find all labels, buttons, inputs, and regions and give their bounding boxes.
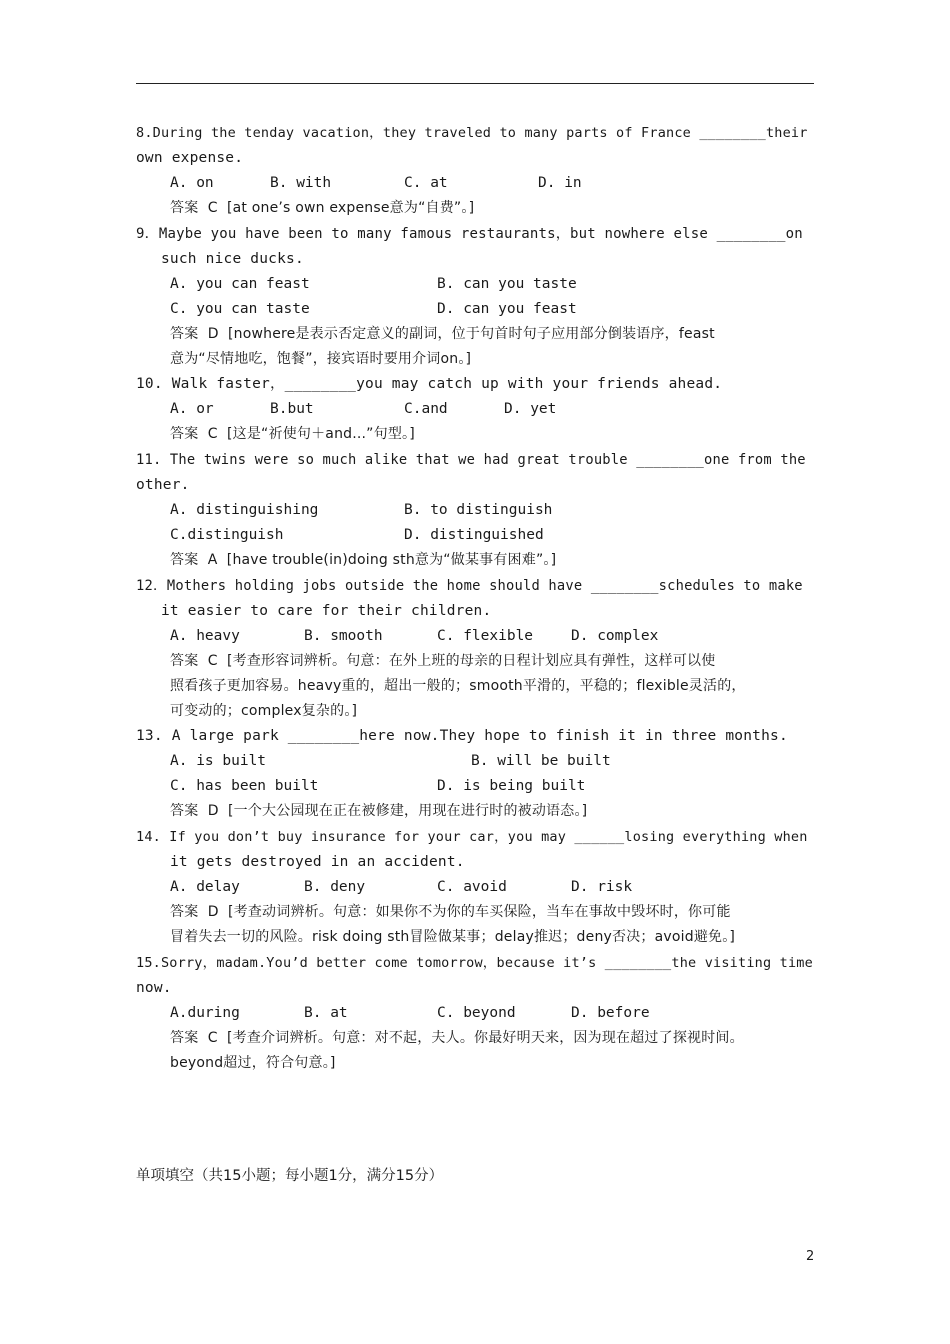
q14-answer-line1: 答案 D [考查动词辨析。句意：如果你不为你的车买保险，当车在事故中毁坏时，你可能	[170, 904, 731, 920]
q9-answer-line1: 答案 D [nowhere是表示否定意义的副词，位于句首时句子应用部分倒装语序，feast	[170, 326, 715, 342]
q10-option-b: B.but	[270, 401, 314, 417]
q9-option-b: B. can you taste	[437, 276, 577, 292]
q8-stem-line1: 8.During the tenday vacation，they traveled to many parts of France ________their	[136, 125, 808, 141]
q9-option-d: D. can you feast	[437, 301, 577, 317]
q15-answer-line2: beyond超过，符合句意。]	[170, 1055, 336, 1071]
q9-stem-line2: such nice ducks.	[161, 251, 304, 267]
q15-stem-line1: 15.Sorry，madam.You’d better come tomorrow，because it’s ________the visiting time	[136, 955, 813, 971]
q12-option-b: B. smooth	[304, 628, 383, 644]
page-number: 2	[806, 1249, 815, 1264]
q14-stem-line1: 14. If you don’t buy insurance for your car，you may ______losing everything when	[136, 829, 808, 845]
q12-stem-line2: it easier to care for their children.	[161, 603, 492, 619]
q8-answer: 答案 C [at one’s own expense意为“自费”。]	[170, 200, 475, 216]
q11-option-b: B. to distinguish	[404, 502, 553, 518]
q13-option-d: D. is being built	[437, 778, 586, 794]
q9-answer-line2: 意为“尽情地吃，饱餐”，接宾语时要用介词on。]	[170, 351, 472, 367]
q15-answer-line1: 答案 C [考查介词辨析。句意：对不起，夫人。你最好明天来，因为现在超过了探视时间。	[170, 1030, 744, 1046]
q14-answer-line2: 冒着失去一切的风险。risk doing sth冒险做某事；delay推迟；deny否决；avoid避免。]	[170, 929, 736, 945]
q13-option-b: B. will be built	[471, 753, 611, 769]
q8-option-a: A. on	[170, 175, 214, 191]
q10-stem-line1: 10. Walk faster，________you may catch up with your friends ahead.	[136, 376, 723, 392]
q15-option-d: D. before	[571, 1005, 650, 1021]
q12-answer-line2: 照看孩子更加容易。heavy重的，超出一般的；smooth平滑的，平稳的；flexible灵活的，	[170, 678, 746, 694]
q12-answer-line1: 答案 C [考查形容词辨析。句意：在外上班的母亲的日程计划应具有弹性，这样可以使	[170, 653, 716, 669]
q11-stem-line2: other.	[136, 477, 190, 493]
q15-option-a: A.during	[170, 1005, 240, 1021]
q8-option-c: C. at	[404, 175, 448, 191]
q11-answer: 答案 A [have trouble(in)doing sth意为“做某事有困难”。]	[170, 552, 557, 568]
q8-option-b: B. with	[270, 175, 332, 191]
q14-option-a: A. delay	[170, 879, 240, 895]
header-rule	[136, 83, 814, 84]
q14-stem-line2: it gets destroyed in an accident.	[170, 854, 465, 870]
q13-answer: 答案 D [一个大公园现在正在被修建，用现在进行时的被动语态。]	[170, 803, 588, 819]
q12-option-a: A. heavy	[170, 628, 240, 644]
q15-option-c: C. beyond	[437, 1005, 516, 1021]
q10-answer: 答案 C [这是“祈使句＋and...”句型。]	[170, 426, 415, 442]
q11-option-c: C.distinguish	[170, 527, 284, 543]
q14-option-d: D. risk	[571, 879, 633, 895]
q15-stem-line2: now.	[136, 980, 172, 996]
q11-option-d: D. distinguished	[404, 527, 544, 543]
q9-stem-line1: 9．Maybe you have been to many famous restaurants，but nowhere else ________on	[136, 226, 803, 242]
q13-stem-line1: 13. A large park ________here now.They hope to finish it in three months.	[136, 728, 788, 744]
q10-option-d: D. yet	[504, 401, 557, 417]
q14-option-c: C. avoid	[437, 879, 507, 895]
q15-option-b: B. at	[304, 1005, 348, 1021]
q13-option-c: C. has been built	[170, 778, 319, 794]
q11-option-a: A. distinguishing	[170, 502, 319, 518]
q14-option-b: B. deny	[304, 879, 366, 895]
q12-stem-line1: 12．Mothers holding jobs outside the home should have ________schedules to make	[136, 578, 803, 594]
q12-option-d: D. complex	[571, 628, 659, 644]
q9-option-c: C. you can taste	[170, 301, 310, 317]
q8-stem-line2: own expense.	[136, 150, 244, 166]
q11-stem-line1: 11. The twins were so much alike that we had great trouble ________one from the	[136, 452, 806, 468]
section-footer-note: 单项填空（共15小题；每小题1分，满分15分）	[136, 1168, 444, 1184]
q9-option-a: A. you can feast	[170, 276, 310, 292]
q12-answer-line3: 可变动的；complex复杂的。]	[170, 703, 358, 719]
q8-option-d: D. in	[538, 175, 582, 191]
q10-option-c: C.and	[404, 401, 448, 417]
q13-option-a: A. is built	[170, 753, 267, 769]
q10-option-a: A. or	[170, 401, 214, 417]
q12-option-c: C. flexible	[437, 628, 534, 644]
